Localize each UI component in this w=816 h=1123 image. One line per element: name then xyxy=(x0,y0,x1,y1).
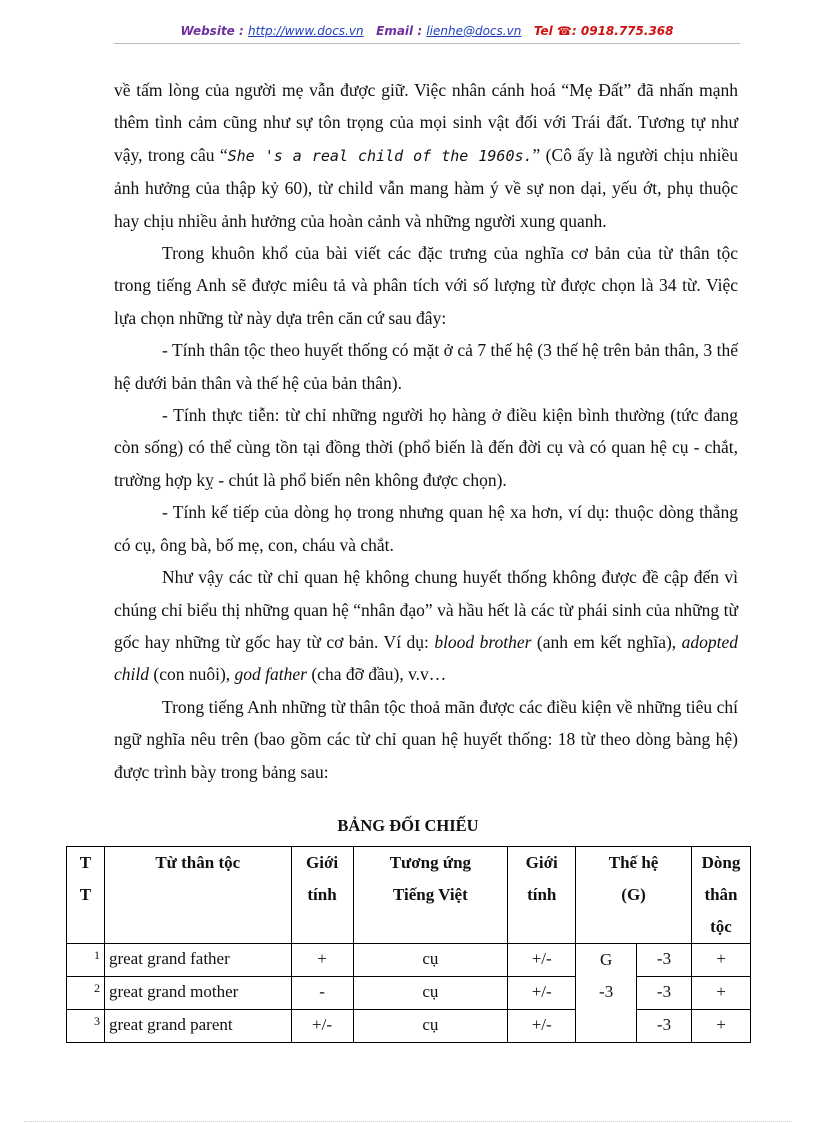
row-gender: - xyxy=(291,977,353,1010)
row-lineage: + xyxy=(691,1010,750,1043)
header-gender-line-2: tính xyxy=(307,885,337,904)
example-god-father: god father xyxy=(234,664,307,685)
row-gender-vn: +/- xyxy=(508,944,576,977)
row-gender: + xyxy=(291,944,353,977)
header-gender-line-1: Giới xyxy=(306,853,339,872)
row-vietnamese: cụ xyxy=(353,977,508,1010)
paragraph-6-text-a: Như vậy các từ chỉ quan hệ không chung huyết thống không được đề cập đến vì chúng chỉ biểu thị những quan hệ “nhân đạo” và hầu hết là các từ phái sinh của những từ gốc hay những từ gốc hay từ cơ bản. Ví dụ: xyxy=(114,567,738,652)
row-kinship-word: great grand father xyxy=(104,944,291,977)
header-kinship-word: Từ thân tộc xyxy=(104,847,291,944)
row-generation: -3 xyxy=(637,977,692,1010)
paragraph-7: Trong tiếng Anh những từ thân tộc thoả mãn được các điều kiện về những tiêu chí ngữ nghĩa nêu trên (bao gồm các từ chỉ quan hệ huyết thống: 18 từ theo dòng bàng hệ) được trình bày trong bảng sau: xyxy=(114,696,738,782)
header-tt xyxy=(67,847,105,944)
paragraph-6-text-d: (cha đỡ đầu), v.v… xyxy=(306,664,447,685)
generation-label-line-2: -3 xyxy=(599,982,614,1001)
header-gender-vn-line-2: tính xyxy=(527,885,557,904)
example-adopted-child: adopted child xyxy=(114,631,738,685)
generation-label-line-1: G xyxy=(599,950,613,969)
kinship-comparison-table xyxy=(66,846,751,1043)
tel-number: 0918.775.368 xyxy=(580,24,674,38)
header-gen-line-2: (G) xyxy=(621,885,646,904)
paragraph-6-text-b: (anh em kết nghĩa), xyxy=(531,631,682,652)
row-lineage: + xyxy=(691,977,750,1010)
paragraph-1 xyxy=(114,74,738,237)
criterion-1: - Tính thân tộc theo huyết thống có mặt ở cả 7 thế hệ (3 thế hệ trên bản thân, 3 thế hệ dưới bản thân và thế hệ của bản thân). xyxy=(114,340,738,393)
footer-divider xyxy=(24,1121,792,1122)
row-gender: +/- xyxy=(291,1010,353,1043)
header-tt-line-1: T xyxy=(79,853,92,872)
row-number: 1 xyxy=(67,944,105,977)
example-blood-brother: blood brother xyxy=(434,631,532,652)
email-link[interactable]: lienhe@docs.vn xyxy=(426,24,522,38)
paragraph-6 xyxy=(114,561,738,691)
generation-group-label xyxy=(576,944,637,1043)
header-gender-vn-line-1: Giới xyxy=(525,853,558,872)
row-number: 2 xyxy=(67,977,105,1010)
paragraph-6-text-c: (con nuôi), xyxy=(149,664,235,685)
header-lineage xyxy=(691,847,750,944)
table-row xyxy=(67,1010,751,1043)
header-viet-line-2: Tiếng Việt xyxy=(392,885,468,904)
header-generation xyxy=(576,847,692,944)
page-header xyxy=(114,24,740,38)
table-row xyxy=(67,944,751,977)
row-kinship-word: great grand parent xyxy=(104,1010,291,1043)
paragraph-2: Trong khuôn khổ của bài viết các đặc trưng của nghĩa cơ bản của từ thân tộc trong tiếng Anh sẽ được miêu tả và phân tích với số lượng từ được chọn là 34 từ. Việc lựa chọn những từ này dựa trên căn cứ sau đây: xyxy=(114,243,738,328)
header-gen-line-1: Thế hệ xyxy=(608,853,659,872)
header-lineage-line-1: Dòng xyxy=(701,853,741,872)
header-viet-line-1: Tương ứng xyxy=(389,853,472,872)
quote-example: She 's a real child of the 1960s. xyxy=(227,146,533,165)
header-divider xyxy=(114,43,740,44)
criterion-3: - Tính kế tiếp của dòng họ trong nhưng quan hệ xa hơn, ví dụ: thuộc dòng thẳng có cụ, ông bà, bố mẹ, con, cháu và chắt. xyxy=(114,502,738,555)
header-lineage-line-3: tộc xyxy=(710,917,732,936)
row-gender-vn: +/- xyxy=(508,977,576,1010)
header-gender-vn xyxy=(508,847,576,944)
paragraph-1-text-b: ” (Cô ấy là người chịu nhiều ảnh hưởng của thập kỷ 60), từ child vẫn mang hàm ý về sự non dại, yếu ớt, phụ thuộc hay chịu nhiều ảnh hưởng của hoàn cảnh và những người xung quanh. xyxy=(114,144,739,231)
document-body xyxy=(114,74,738,788)
header-lineage-line-2: thân xyxy=(704,885,738,904)
website-label: Website : xyxy=(180,24,244,38)
website-link[interactable]: http://www.docs.vn xyxy=(247,24,364,38)
row-number: 3 xyxy=(67,1010,105,1043)
row-generation: -3 xyxy=(637,944,692,977)
row-gender-vn: +/- xyxy=(508,1010,576,1043)
tel-label: Tel ☎: xyxy=(533,24,577,38)
header-tt-line-2: T xyxy=(79,885,92,904)
row-lineage: + xyxy=(691,944,750,977)
row-generation: -3 xyxy=(637,1010,692,1043)
header-vietnamese-equivalent xyxy=(353,847,508,944)
criterion-2: - Tính thực tiễn: từ chỉ những người họ hàng ở điều kiện bình thường (tức đang còn sống) có thể cùng tồn tại đồng thời (phổ biến là đến đời cụ và có quan hệ cụ - chắt, trường hợp kỵ - chút là phổ biến nên không được chọn). xyxy=(114,405,738,490)
email-label: Email : xyxy=(376,24,423,38)
table-header-row xyxy=(67,847,751,944)
table-row xyxy=(67,977,751,1010)
header-gender xyxy=(291,847,353,944)
paragraph-1-text-a: về tấm lòng của người mẹ vẫn được giữ. Việc nhân cánh hoá “Mẹ Đất” đã nhấn mạnh thêm tình cảm cũng như sự tôn trọng của mọi sinh vật đối với Trái đất. Tương tự như vậy, trong câu “ xyxy=(114,80,738,165)
row-vietnamese: cụ xyxy=(353,1010,508,1043)
row-vietnamese: cụ xyxy=(353,944,508,977)
row-kinship-word: great grand mother xyxy=(104,977,291,1010)
table-title: BẢNG ĐỐI CHIẾU xyxy=(337,816,479,835)
